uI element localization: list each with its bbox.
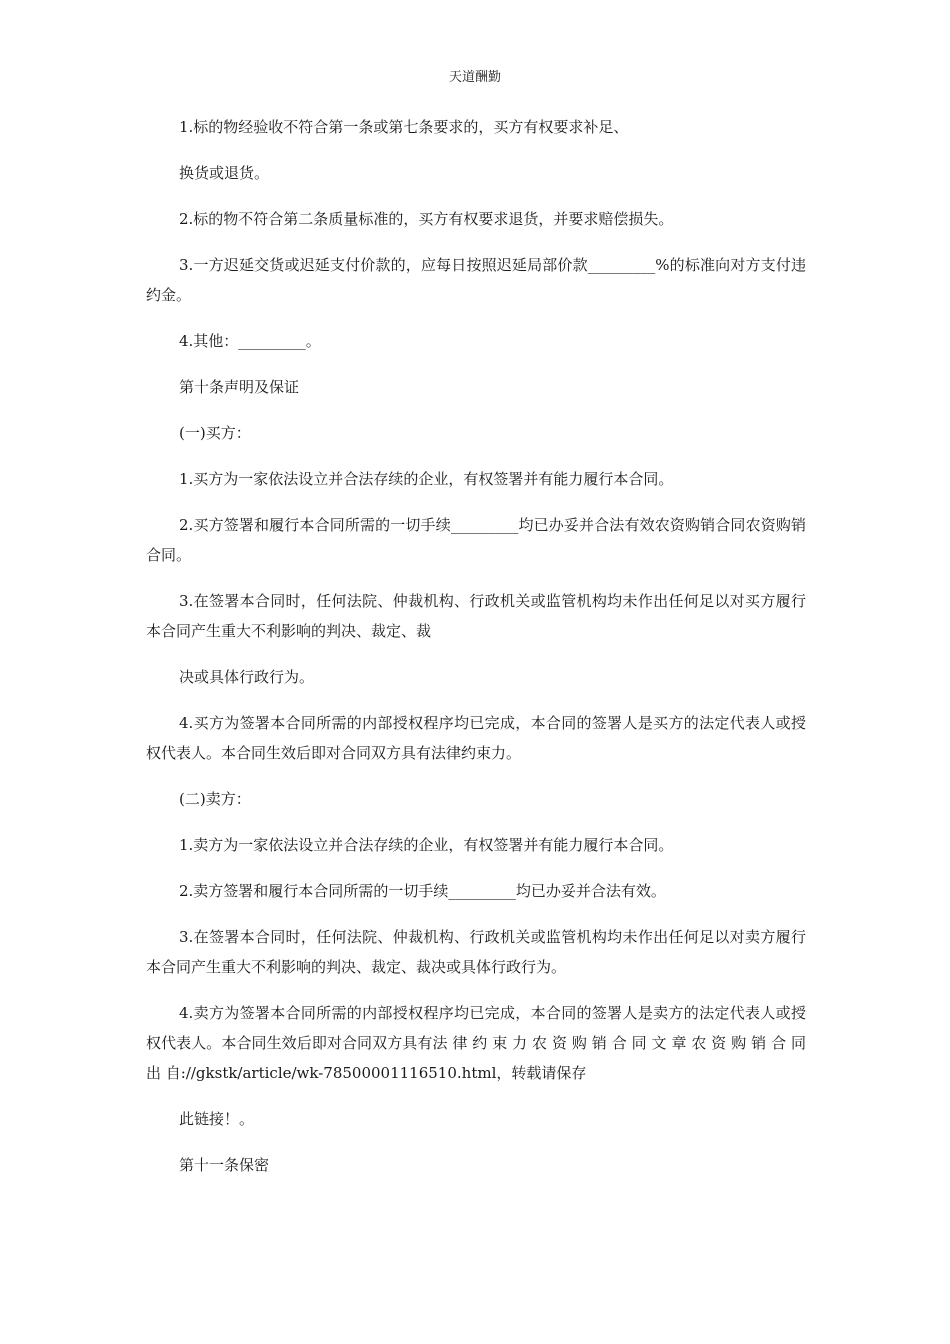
paragraph-buyer-3-cont: 决或具体行政行为。 — [179, 668, 315, 686]
document-body — [146, 112, 811, 1180]
paragraph-buyer-3: 3.在签署本合同时，任何法院、仲裁机构、行政机关或监管机构均未作出任何足以对买方履行本合同产生重大不利影响的判决、裁定、裁 — [146, 592, 806, 640]
subsection-buyer: (一)买方： — [179, 424, 251, 442]
paragraph-clause-4: 4.其他：_________。 — [179, 332, 321, 350]
paragraph-seller-2: 2.卖方签署和履行本合同所需的一切手续_________均已办妥并合法有效。 — [179, 882, 666, 900]
paragraph-clause-3: 3.一方迟延交货或迟延支付价款的，应每日按照迟延局部价款_________%的标准向对方支付违约金。 — [146, 256, 806, 304]
paragraph-clause-2: 2.标的物不符合第二条质量标准的，买方有权要求退货，并要求赔偿损失。 — [179, 210, 674, 228]
paragraph-buyer-1: 1.买方为一家依法设立并合法存续的企业，有权签署并有能力履行本合同。 — [179, 470, 674, 488]
paragraph-buyer-2: 2.买方签署和履行本合同所需的一切手续_________均已办妥并合法有效农资购销合同农资购销合同。 — [146, 516, 806, 564]
paragraph-clause-1-cont: 换货或退货。 — [179, 164, 270, 182]
section-heading-11: 第十一条保密 — [179, 1156, 270, 1174]
page-header: 天道酬勤 — [448, 70, 501, 85]
paragraph-buyer-4: 4.买方为签署本合同所需的内部授权程序均已完成，本合同的签署人是买方的法定代表人或授权代表人。本合同生效后即对合同双方具有法律约束力。 — [146, 714, 806, 762]
section-heading-10: 第十条声明及保证 — [179, 378, 300, 396]
paragraph-clause-1: 1.标的物经验收不符合第一条或第七条要求的，买方有权要求补足、 — [179, 118, 629, 136]
paragraph-seller-4: 4.卖方为签署本合同所需的内部授权程序均已完成，本合同的签署人是卖方的法定代表人或授权代表人。本合同生效后即对合同双方具有法 律 约 束 力 农 资 购 销 合 同 文 章 农 资 购 销 合 同 出 自://gkstk/article/wk-78500001116510.html，转载请保存 — [146, 1004, 811, 1082]
paragraph-seller-4-cont: 此链接！。 — [179, 1110, 255, 1128]
paragraph-seller-1: 1.卖方为一家依法设立并合法存续的企业，有权签署并有能力履行本合同。 — [179, 836, 674, 854]
paragraph-seller-3: 3.在签署本合同时，任何法院、仲裁机构、行政机关或监管机构均未作出任何足以对卖方履行本合同产生重大不利影响的判决、裁定、裁决或具体行政行为。 — [146, 928, 806, 976]
subsection-seller: (二)卖方： — [179, 790, 251, 808]
